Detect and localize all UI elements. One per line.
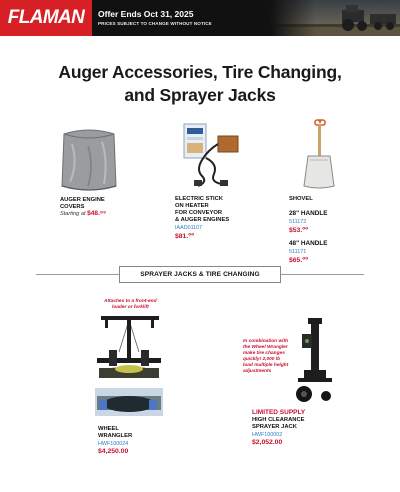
heater-name-line4: & AUGER ENGINES <box>175 217 230 223</box>
heater-sku: IAAD01107 <box>175 225 203 231</box>
wrangler-price: $4,250.00 <box>98 448 129 455</box>
page-title-line1: Auger Accessories, Tire Changing, <box>58 62 342 82</box>
price-disclaimer: PRICES SUBJECT TO CHANGE WITHOUT NOTICE <box>98 21 212 26</box>
jack-note-line1: In combination with <box>243 339 289 344</box>
heater-image <box>178 120 250 192</box>
heater-name-line3: FOR CONVEYOR <box>175 210 223 216</box>
limited-supply-label: LIMITED SUPPLY <box>252 409 306 416</box>
jack-note-line6: adjustments <box>243 369 272 374</box>
wrangler-note-line2: loader or forklift <box>112 305 149 310</box>
page-title-line2: and Sprayer Jacks <box>124 85 276 105</box>
starting-at-label: Starting at <box>60 211 86 217</box>
shovel-variant2-price: $65.⁰⁰ <box>289 257 309 264</box>
wrangler-name-line2: WRANGLER <box>98 433 133 439</box>
heater-price: $81.⁰⁰ <box>175 233 195 240</box>
jack-note-line5: load multiple height <box>243 363 289 368</box>
shovel-variant2-sku: 511171 <box>289 249 307 255</box>
shovel-variant1-label: 28" HANDLE <box>289 210 328 217</box>
engine-cover-name-line1: AUGER ENGINE <box>60 197 105 203</box>
engine-cover-image <box>58 124 120 194</box>
jack-name-line2: SPRAYER JACK <box>252 424 297 430</box>
engine-cover-price-line <box>60 210 106 217</box>
engine-cover-price: $48.⁹⁹ <box>87 210 107 217</box>
brand-logo <box>0 0 92 36</box>
shovel-name: SHOVEL <box>289 196 313 202</box>
shovel-variant1-price: $53.⁰⁰ <box>289 227 309 234</box>
wheel-wrangler-image <box>93 312 165 422</box>
jack-sku: HWF100002 <box>252 432 283 438</box>
sprayer-jack-image <box>296 316 334 404</box>
shovel-variant1-sku: 511172 <box>289 219 307 225</box>
wrangler-note-line1: Attaches to a front-end <box>104 299 157 304</box>
heater-name-line1: ELECTRIC STICK <box>175 196 223 202</box>
shovel-image <box>298 118 340 190</box>
wrangler-sku: HWF100024 <box>98 441 129 447</box>
section-label: SPRAYER JACKS & TIRE CHANGING <box>119 266 281 283</box>
tractor-field-image <box>270 0 400 36</box>
jack-note-line3: make tire changes <box>243 351 285 356</box>
wrangler-name-line1: WHEEL <box>98 426 119 432</box>
jack-price: $2,052.00 <box>252 439 283 446</box>
header-banner <box>0 0 400 36</box>
jack-name-line1: HIGH CLEARANCE <box>252 417 305 423</box>
jack-note-line2: the Wheel Wrangler <box>243 345 288 350</box>
offer-date: Offer Ends Oct 31, 2025 <box>98 9 194 19</box>
heater-name-line2: ON HEATER <box>175 203 209 209</box>
shovel-variant2-label: 48" HANDLE <box>289 240 328 247</box>
section-rule-right <box>281 274 364 275</box>
jack-note-line4: quickly! 2,000 lb <box>243 357 281 362</box>
section-rule-left <box>36 274 119 275</box>
engine-cover-name-line2: COVERS <box>60 204 85 210</box>
logo-text: FLAMAN <box>7 7 85 28</box>
